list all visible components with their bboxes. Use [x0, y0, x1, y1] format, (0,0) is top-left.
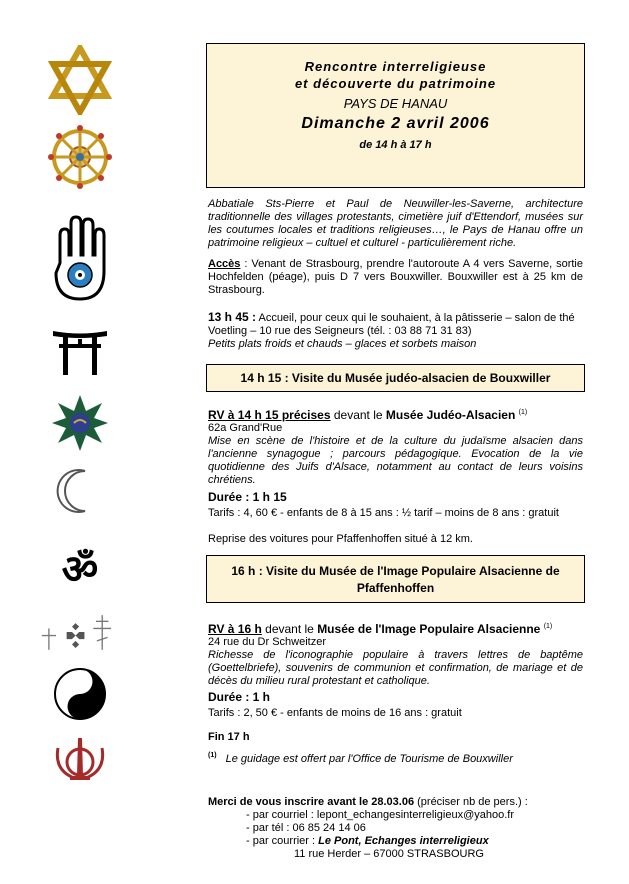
end-time: Fin 17 h: [208, 731, 250, 743]
footnote: [208, 752, 583, 765]
visit2-rv: RV à 16 h: [208, 622, 262, 636]
visit1-rv: RV à 14 h 15 précises: [208, 408, 331, 422]
torii-gate-icon: [40, 327, 120, 375]
event-region: PAYS DE HANAU: [343, 96, 448, 111]
svg-text:ॐ: ॐ: [61, 547, 99, 591]
visit2-band-line1: 16 h : Visite du Musée de l'Image Populaire Alsacienne de: [231, 564, 560, 578]
visit2-tariffs: Tarifs : 2, 50 € - enfants de moins de 16 ans : gratuit: [208, 707, 462, 719]
access-text: : Venant de Strasbourg, prendre l'autoroute A 4 vers Saverne, sortie Hochfelden (péage), puis D 7 vers Bouxwiller. Bouxwiller est à 25 km de Strasbourg.: [208, 258, 583, 296]
event-header-box: [206, 43, 585, 188]
event-title-line2: et découverte du patrimoine: [294, 76, 497, 91]
visit2-rv-mid: devant le: [261, 622, 318, 636]
intro-paragraph: Abbatiale Sts-Pierre et Paul de Neuwiller-les-Saverne, architecture traditionnelle des villages protestants, cimetière juif d'Ettendorf, musées sur les coutumes locales et traditions religieuses…, le Pays de Hanau offre un patrimoine religieux – cultuel et culturel - particulièrement riche.: [208, 198, 583, 249]
visit2-details: [208, 620, 583, 720]
visit1-footnote-ref: (1): [518, 409, 528, 416]
visit1-transfer: Reprise des voitures pour Pfaffenhoffen situé à 12 km.: [208, 533, 473, 545]
bahai-star-icon: [40, 393, 120, 453]
visit2-duration: Durée : 1 h: [208, 690, 271, 704]
registration-section: [208, 796, 583, 861]
register-post-label: - par courrier :: [246, 835, 319, 847]
christian-crosses-icon: [40, 610, 120, 654]
visit1-tariffs: Tarifs : 4, 60 € - enfants de 8 à 15 ans : ½ tarif – moins de 8 ans : gratuit: [208, 507, 559, 519]
footnote-text: Le guidage est offert par l'Office de Tourisme de Bouxwiller: [225, 752, 513, 765]
event-time: de 14 h à 17 h: [359, 139, 432, 151]
visit2-band: [206, 555, 585, 603]
visit1-museum: Musée Judéo-Alsacien: [385, 408, 516, 422]
register-intro-bold: Merci de vous inscrire avant le 28.03.06: [208, 796, 415, 808]
khanda-icon: [40, 736, 120, 786]
yin-yang-icon: [40, 667, 120, 721]
welcome-section: [208, 311, 583, 351]
visit1-details: [208, 406, 583, 546]
visit1-band-title: 14 h 15 : Visite du Musée judéo-alsacien de Bouxwiller: [240, 371, 551, 385]
om-symbol-icon: [40, 545, 120, 591]
event-date: Dimanche 2 avril 2006: [301, 115, 490, 132]
hamsa-hand-icon: [40, 215, 120, 301]
crescent-moon-icon: [40, 466, 120, 516]
register-phone: - par tél : 06 85 24 14 06: [246, 822, 366, 834]
welcome-note: Petits plats froids et chauds – glaces et sorbets maison: [208, 338, 477, 350]
visit2-band-line2: Pfaffenhoffen: [356, 581, 435, 595]
register-intro-rest: (préciser nb de pers.) :: [414, 796, 528, 808]
register-post-name: Le Pont, Echanges interreligieux: [318, 835, 489, 847]
footnote-mark: (1): [208, 752, 217, 759]
visit1-band: [206, 364, 585, 392]
visit2-description: Richesse de l'iconographie populaire à travers lettres de baptême (Goettelbriefe), souvenirs de communion et confirmation, de mariage et de décès du milieu rural protestant et catholique.: [208, 649, 583, 687]
access-label: Accès: [208, 258, 241, 270]
welcome-text: Accueil, pour ceux qui le souhaient, à la pâtisserie – salon de thé Voetling – 10 rue des Seigneurs (tél. : 03 88 71 31 83): [208, 312, 575, 337]
event-title-line1: Rencontre interreligieuse: [304, 59, 487, 74]
visit2-address: 24 rue du Dr Schweitzer: [208, 636, 326, 648]
visit1-rv-mid: devant le: [330, 408, 386, 422]
visit1-duration: Durée : 1 h 15: [208, 490, 287, 504]
welcome-time: 13 h 45 :: [208, 310, 257, 324]
visit2-museum: Musée de l'Image Populaire Alsacienne: [317, 622, 541, 636]
dharma-wheel-icon: [40, 125, 120, 189]
register-mail: - par courriel : lepont_echangesinterreligieux@yahoo.fr: [246, 809, 514, 821]
star-of-david-icon: [40, 45, 120, 115]
access-paragraph: [208, 258, 583, 297]
register-post-address: 11 rue Herder – 67000 STRASBOURG: [294, 848, 484, 860]
visit1-description: Mise en scène de l'histoire et de la culture du judaïsme alsacien dans l'ancienne synagogue ; parcours pédagogique. Evocation de la vie quotidienne des Juifs d'Alsace, notamment au contact de leurs voisins chrétiens.: [208, 435, 583, 486]
visit2-footnote-ref: (1): [543, 623, 553, 630]
visit1-address: 62a Grand'Rue: [208, 422, 283, 434]
